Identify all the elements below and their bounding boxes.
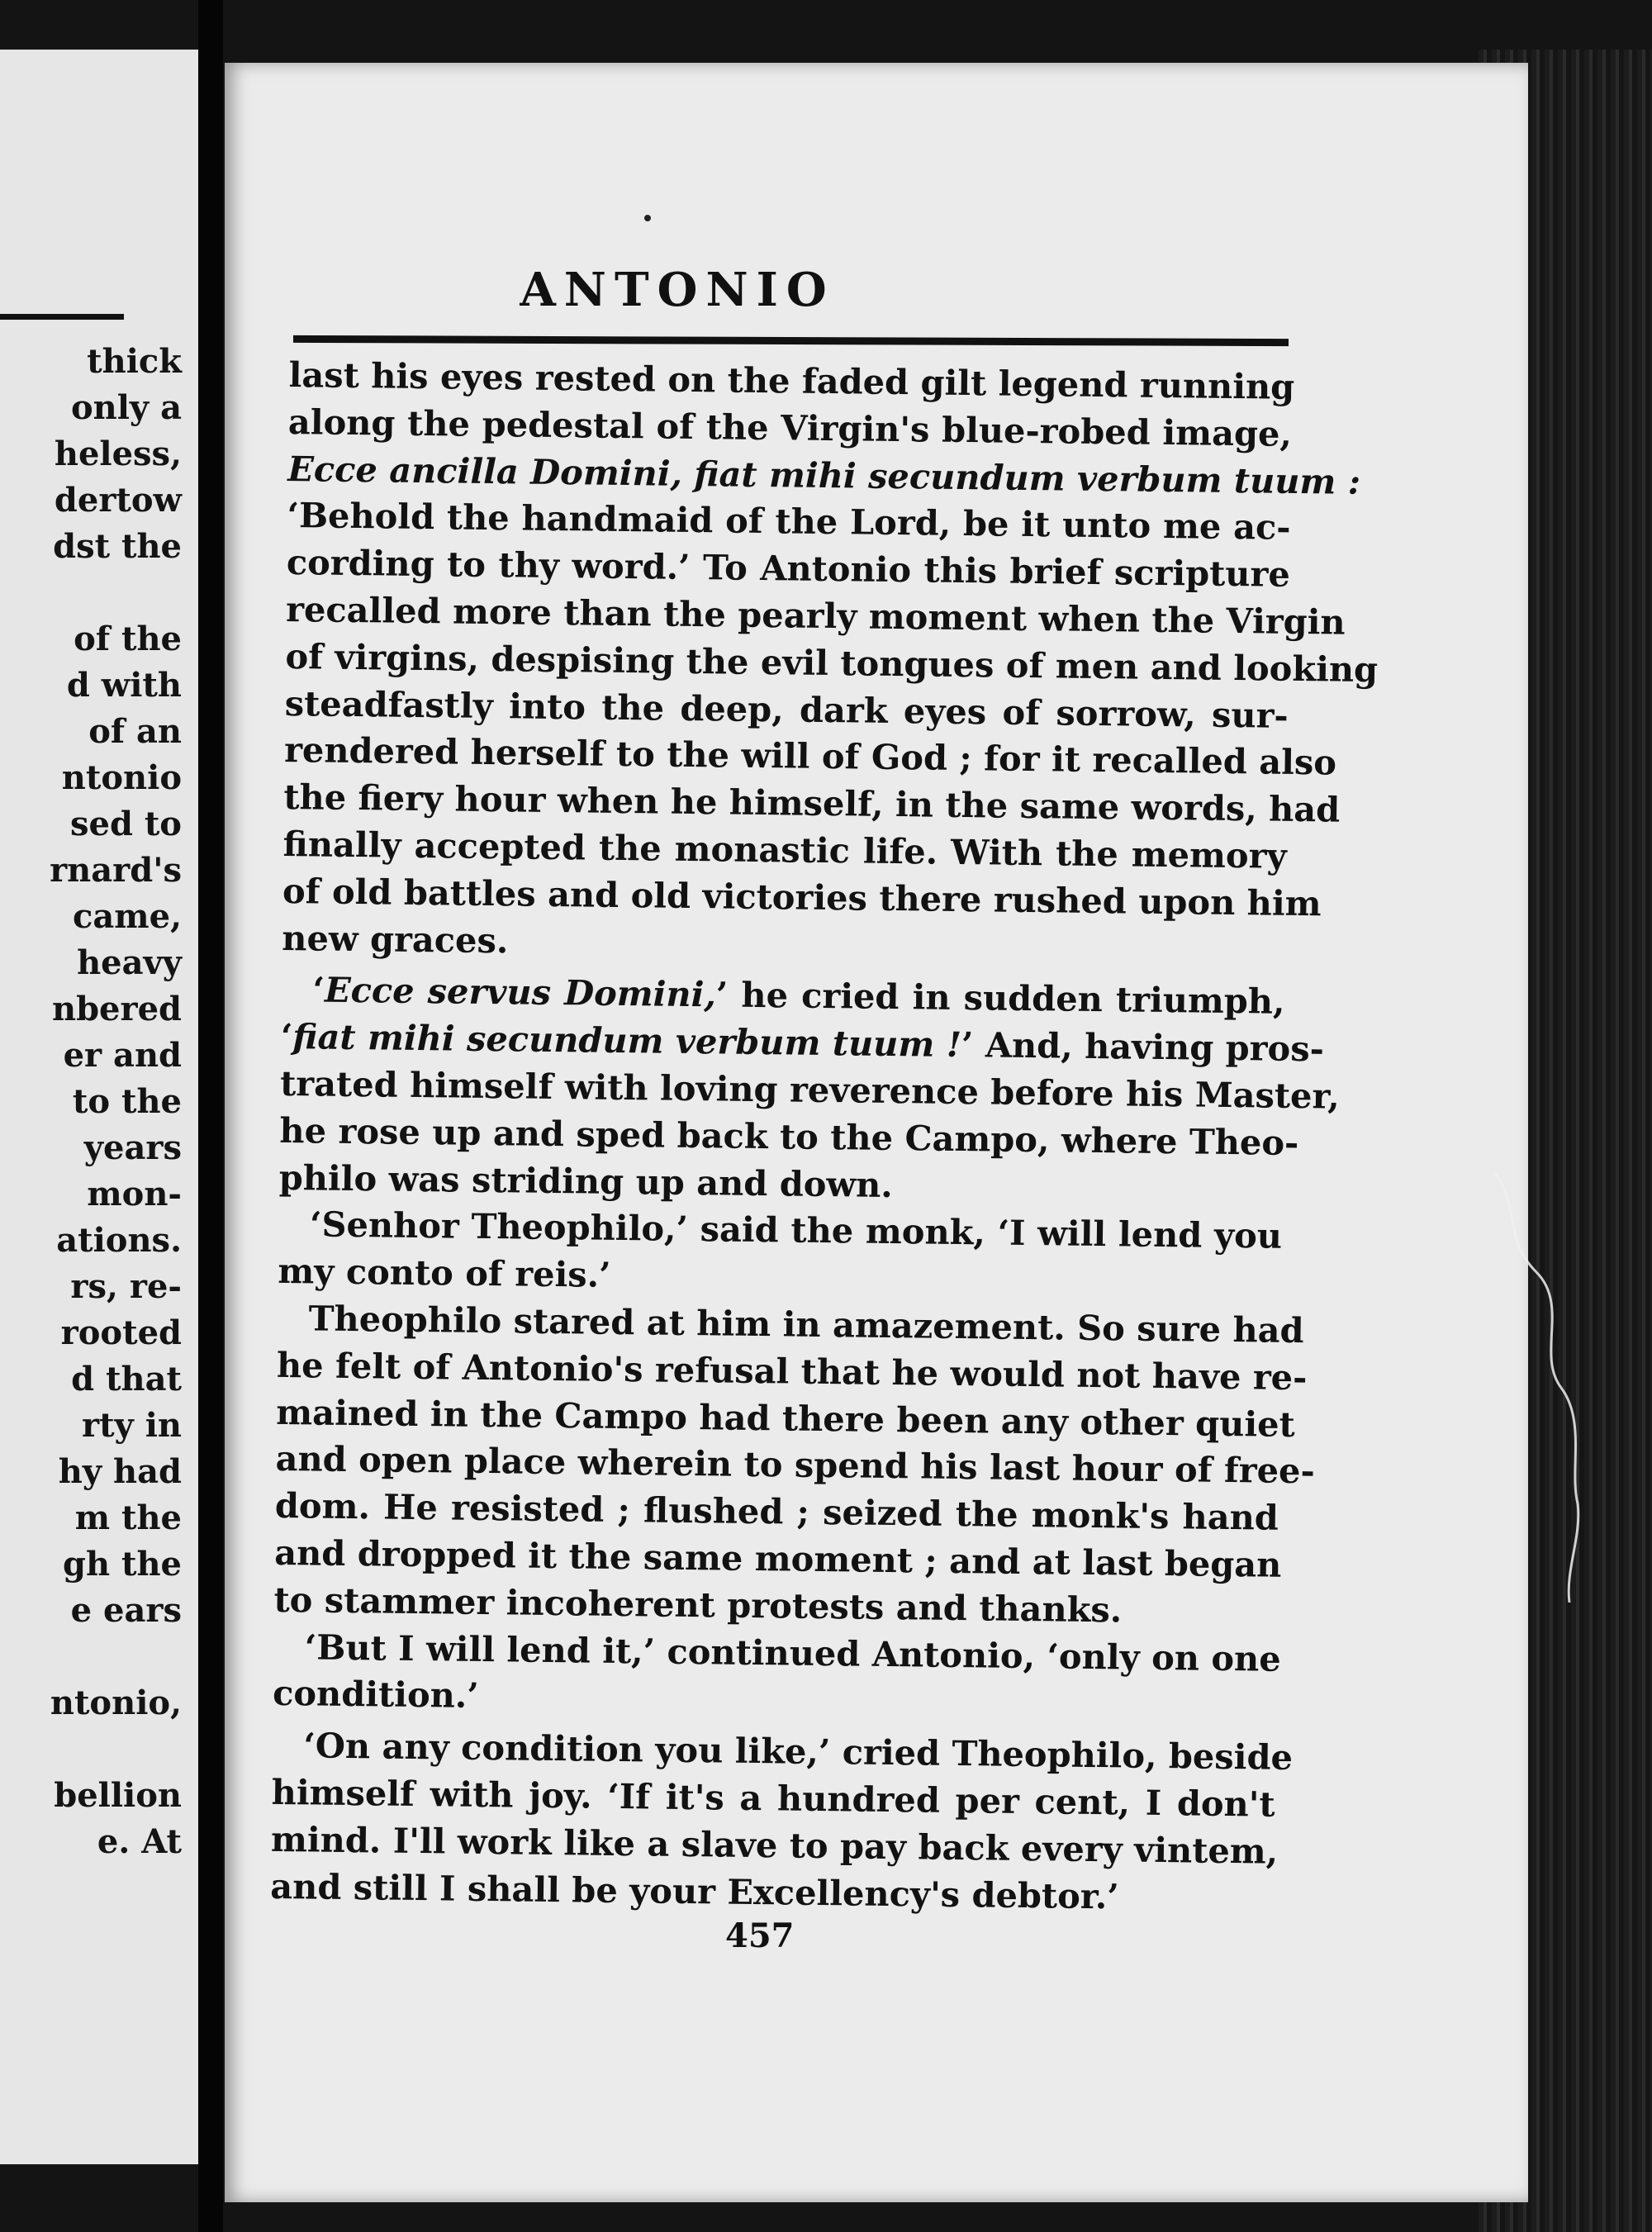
text-line: ‘On any condition you like,’ cried Theophilo, beside xyxy=(303,1725,1294,1778)
running-head: ANTONIO xyxy=(520,263,835,317)
text-line: and open place wherein to spend his last hour of free- xyxy=(275,1438,1316,1492)
text-line: and still I shall be your Excellency's debtor.’ xyxy=(270,1865,1120,1916)
previous-page-line: gh the xyxy=(63,1545,182,1584)
stray-thread xyxy=(1487,1173,1619,1603)
text-line: to stammer incoherent protests and thanks. xyxy=(273,1579,1123,1631)
quote-mark: ‘ xyxy=(280,1016,293,1057)
previous-page-line xyxy=(50,1634,182,1680)
previous-page-line: only a xyxy=(70,388,182,427)
previous-page-line: came, xyxy=(73,897,182,936)
previous-page-line: rooted xyxy=(60,1313,182,1352)
previous-page-line: e. At xyxy=(97,1822,182,1861)
previous-page-fragment xyxy=(0,50,198,2164)
previous-page-line: ntonio, xyxy=(50,1683,182,1722)
text-line: along the pedestal of the Virgin's blue-robed image, xyxy=(287,401,1293,454)
previous-page-line xyxy=(50,1726,182,1773)
text-line: recalled more than the pearly moment when the Virgin xyxy=(285,588,1346,643)
text-line: he felt of Antonio's refusal that he would not have re- xyxy=(276,1344,1308,1398)
text-line: he rose up and sped back to the Campo, where Theo- xyxy=(279,1109,1299,1163)
previous-page-line: d with xyxy=(66,666,182,705)
ink-speck xyxy=(644,215,651,221)
text-line: mind. I'll work like a slave to pay back every vintem, xyxy=(270,1818,1279,1872)
latin-phrase: Ecce servus Domini, xyxy=(324,969,717,1015)
previous-page-line: mon- xyxy=(87,1175,182,1213)
previous-page-line: heless, xyxy=(54,435,182,473)
text-line: trated himself with loving reverence before his Master, xyxy=(279,1062,1341,1117)
text-line: ‘But I will lend it,’ continued Antonio, ‘only on one xyxy=(304,1626,1281,1679)
quote-mark: ‘ xyxy=(312,969,325,1010)
previous-page-rule xyxy=(0,314,124,320)
text-line: Ecce ancilla Domini, fiat mihi secundum verbum tuum : xyxy=(287,448,1361,502)
text-line: Theophilo stared at him in amazement. So sure had xyxy=(308,1298,1304,1351)
text-line: and dropped it the same moment ; and at last began xyxy=(273,1532,1282,1585)
previous-page-line: er and xyxy=(63,1036,182,1075)
previous-page-line: heavy xyxy=(77,943,182,982)
text-line: philo was striding up and down. xyxy=(278,1156,894,1205)
previous-page-line: ntonio xyxy=(61,758,182,797)
latin-phrase: fiat mihi secundum verbum tuum ! xyxy=(292,1016,962,1066)
previous-page-line: dertow xyxy=(54,481,182,520)
previous-page-line: sed to xyxy=(69,805,182,843)
page-number: 457 xyxy=(725,1916,795,1955)
previous-page-line: of an xyxy=(88,712,182,751)
previous-page-line: years xyxy=(83,1128,182,1167)
previous-page-line: rty in xyxy=(82,1406,182,1445)
text-line: rendered herself to the will of God ; for it recalled also xyxy=(283,729,1337,783)
previous-page-line: to the xyxy=(72,1082,182,1121)
book-gutter xyxy=(198,0,223,2232)
text-line: condition.’ xyxy=(272,1673,480,1717)
text-line: new graces. xyxy=(282,917,509,961)
text-line: last his eyes rested on the faded gilt legend running xyxy=(288,354,1295,407)
previous-page-line: d that xyxy=(71,1360,182,1399)
text-line: finally accepted the monastic life. With the memory xyxy=(282,823,1287,876)
previous-page-line: bellion xyxy=(54,1776,182,1815)
text-line: mained in the Campo had there been any other quiet xyxy=(276,1391,1296,1445)
previous-page-line: of the xyxy=(74,620,182,658)
previous-page-line: ations. xyxy=(56,1221,182,1260)
previous-page-text xyxy=(50,339,182,1865)
text-line: himself with joy. ‘If it's a hundred per cent, I don't xyxy=(271,1771,1275,1825)
page-body-text xyxy=(270,352,1379,1922)
previous-page-line: rs, re- xyxy=(70,1267,182,1306)
text-line: ‘Senhor Theophilo,’ said the monk, ‘I will lend you xyxy=(309,1204,1283,1257)
text-line: steadfastly into the deep, dark eyes of sorrow, sur- xyxy=(284,682,1289,736)
text-line: dom. He resisted ; flushed ; seized the monk's hand xyxy=(274,1485,1279,1538)
previous-page-line: dst the xyxy=(53,527,182,566)
previous-page-line: m the xyxy=(74,1498,182,1537)
text-segment: ’ he cried in sudden triumph, xyxy=(715,974,1285,1023)
text-line: of virgins, despising the evil tongues of men and looking xyxy=(285,635,1379,690)
text-line: of old battles and old victories there rushed upon him xyxy=(282,870,1322,924)
previous-page-line: hy had xyxy=(58,1452,182,1491)
text-line: ‘Behold the handmaid of the Lord, be it unto me ac- xyxy=(287,495,1291,549)
text-segment: ’ And, having pros- xyxy=(961,1024,1325,1070)
previous-page-line: thick xyxy=(87,342,182,381)
previous-page-line: rnard's xyxy=(50,851,182,890)
text-line: the fiery hour when he himself, in the same words, had xyxy=(283,776,1341,830)
previous-page-line: nbered xyxy=(52,990,182,1028)
previous-page-line: e ears xyxy=(70,1591,182,1630)
text-line: my conto of reis.’ xyxy=(278,1251,611,1295)
previous-page-line xyxy=(50,570,182,616)
text-line: cording to thy word.’ To Antonio this brief scripture xyxy=(286,542,1291,596)
